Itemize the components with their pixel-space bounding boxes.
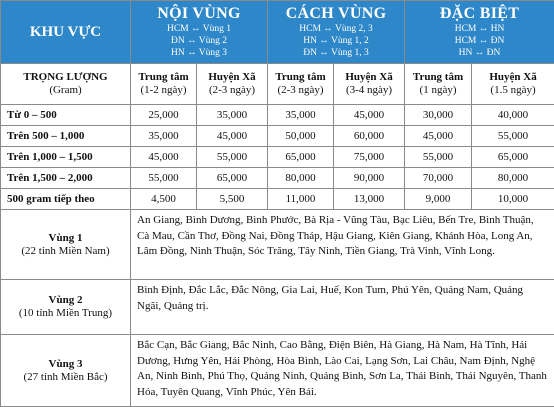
region-provinces: Bắc Cạn, Bắc Giang, Bắc Ninh, Cao Bằng, Điện Biên, Hà Giang, Hà Nam, Hà Tĩnh, Hải Dương, Hưng Yên, Hải Phòng, Hòa Bình, Lào Cai, Lạng Sơn, Lai Châu, Nam Định, Nghệ An, Ninh Bình, Phú Thọ, Quảng Ninh, Quảng Bình, Sơn La, Thái Bình, Thái Nguyên, Thanh Hóa, Tuyên Quang, Vĩnh Phúc, Yên Bái. — [131, 335, 554, 407]
region-row-2 — [1, 280, 554, 335]
col-days: (2-3 ngày) — [277, 84, 323, 96]
weight-label: TRỌNG LƯỢNG — [23, 71, 107, 83]
col-name: Trung tâm — [275, 71, 325, 83]
group-noi-vung — [131, 1, 268, 64]
col-days: (1-2 ngày) — [140, 84, 186, 96]
price-cell: 45,000 — [405, 126, 472, 147]
table-row — [1, 168, 554, 189]
region-row-3 — [1, 335, 554, 407]
region-provinces: An Giang, Bình Dương, Bình Phước, Bà Rịa - Vũng Tàu, Bạc Liêu, Bến Tre, Bình Thuận, Cà Mau, Cần Thơ, Đồng Nai, Đồng Tháp, Hậu Giang, Kiên Giang, Khánh Hòa, Long An, Lâm Đồng, Ninh Thuận, Sóc Trăng, Tây Ninh, Tiền Giang, Trà Vinh, Vĩnh Long. — [131, 210, 554, 280]
region-count: (22 tỉnh Miền Nam) — [21, 245, 109, 257]
price-cell: 65,000 — [197, 168, 268, 189]
group-title: NỘI VÙNG — [131, 5, 267, 23]
region-name: Vùng 1 — [1, 232, 130, 245]
col-name: Trung tâm — [138, 71, 188, 83]
price-cell: 4,500 — [131, 189, 197, 210]
price-cell: 5,500 — [197, 189, 268, 210]
route: HN ↔ Vùng 3 — [131, 47, 267, 59]
weight-unit: (Gram) — [49, 84, 81, 96]
col-name: Huyện Xã — [345, 71, 392, 83]
table-row — [1, 105, 554, 126]
price-cell: 55,000 — [405, 147, 472, 168]
col-name: Huyện Xã — [208, 71, 255, 83]
price-cell: 45,000 — [197, 126, 268, 147]
region-name: Vùng 3 — [1, 358, 130, 371]
price-cell: 35,000 — [197, 105, 268, 126]
price-cell: 70,000 — [405, 168, 472, 189]
price-cell: 60,000 — [334, 126, 405, 147]
region-count: (10 tỉnh Miền Trung) — [19, 307, 112, 319]
col-header — [472, 64, 554, 105]
area-header: KHU VỰC — [1, 1, 131, 64]
group-cach-vung — [268, 1, 405, 64]
region-label — [1, 280, 131, 335]
price-cell: 55,000 — [197, 147, 268, 168]
price-cell: 25,000 — [131, 105, 197, 126]
price-cell: 90,000 — [334, 168, 405, 189]
price-cell: 9,000 — [405, 189, 472, 210]
col-header — [405, 64, 472, 105]
route: HCM ↔ Vùng 1 — [131, 23, 267, 35]
route: HCM ↔ HN — [405, 23, 554, 35]
region-count: (27 tỉnh Miền Bắc) — [23, 371, 107, 383]
col-header — [131, 64, 197, 105]
group-dac-biet — [405, 1, 554, 64]
price-cell: 45,000 — [334, 105, 405, 126]
price-cell: 35,000 — [268, 105, 334, 126]
price-cell: 11,000 — [268, 189, 334, 210]
route: HCM ↔ Vùng 2, 3 — [268, 23, 404, 35]
group-title: CÁCH VÙNG — [268, 5, 404, 23]
col-days: (1 ngày) — [420, 84, 457, 96]
price-cell: 65,000 — [472, 147, 554, 168]
route: HN ↔ ĐN — [405, 47, 554, 59]
region-label — [1, 210, 131, 280]
col-name: Huyện Xã — [489, 71, 536, 83]
col-header — [197, 64, 268, 105]
subheader-row — [1, 64, 554, 105]
price-cell: 40,000 — [472, 105, 554, 126]
table-row — [1, 147, 554, 168]
col-header — [334, 64, 405, 105]
route: HCM ↔ ĐN — [405, 35, 554, 47]
price-cell: 35,000 — [131, 126, 197, 147]
price-cell: 50,000 — [268, 126, 334, 147]
price-cell: 75,000 — [334, 147, 405, 168]
price-cell: 55,000 — [472, 126, 554, 147]
weight-range: Trên 1,000 – 1,500 — [1, 147, 131, 168]
price-cell: 45,000 — [131, 147, 197, 168]
weight-range: 500 gram tiếp theo — [1, 189, 131, 210]
col-name: Trung tâm — [413, 71, 463, 83]
route: ĐN ↔ Vùng 1, 3 — [268, 47, 404, 59]
col-days: (3-4 ngày) — [346, 84, 392, 96]
price-cell: 80,000 — [268, 168, 334, 189]
region-provinces: Bình Định, Đắc Lắc, Đắc Nông, Gia Lai, Huế, Kon Tum, Phú Yên, Quảng Nam, Quảng Ngãi, Quảng trị. — [131, 280, 554, 335]
col-header — [268, 64, 334, 105]
price-cell: 65,000 — [268, 147, 334, 168]
price-cell: 13,000 — [334, 189, 405, 210]
route: ĐN ↔ Vùng 2 — [131, 35, 267, 47]
header-row — [1, 1, 554, 64]
route: HN ↔ Vùng 1, 2 — [268, 35, 404, 47]
price-cell: 55,000 — [131, 168, 197, 189]
price-cell: 30,000 — [405, 105, 472, 126]
col-days: (2-3 ngày) — [209, 84, 255, 96]
weight-range: Trên 1,500 – 2,000 — [1, 168, 131, 189]
price-cell: 10,000 — [472, 189, 554, 210]
group-title: ĐẶC BIỆT — [405, 5, 554, 23]
region-label — [1, 335, 131, 407]
weight-header — [1, 64, 131, 105]
table-row — [1, 189, 554, 210]
price-cell: 80,000 — [472, 168, 554, 189]
table-row — [1, 126, 554, 147]
weight-range: Từ 0 – 500 — [1, 105, 131, 126]
region-name: Vùng 2 — [1, 294, 130, 307]
col-days: (1.5 ngày) — [490, 84, 535, 96]
weight-range: Trên 500 – 1,000 — [1, 126, 131, 147]
region-row-1 — [1, 210, 554, 280]
